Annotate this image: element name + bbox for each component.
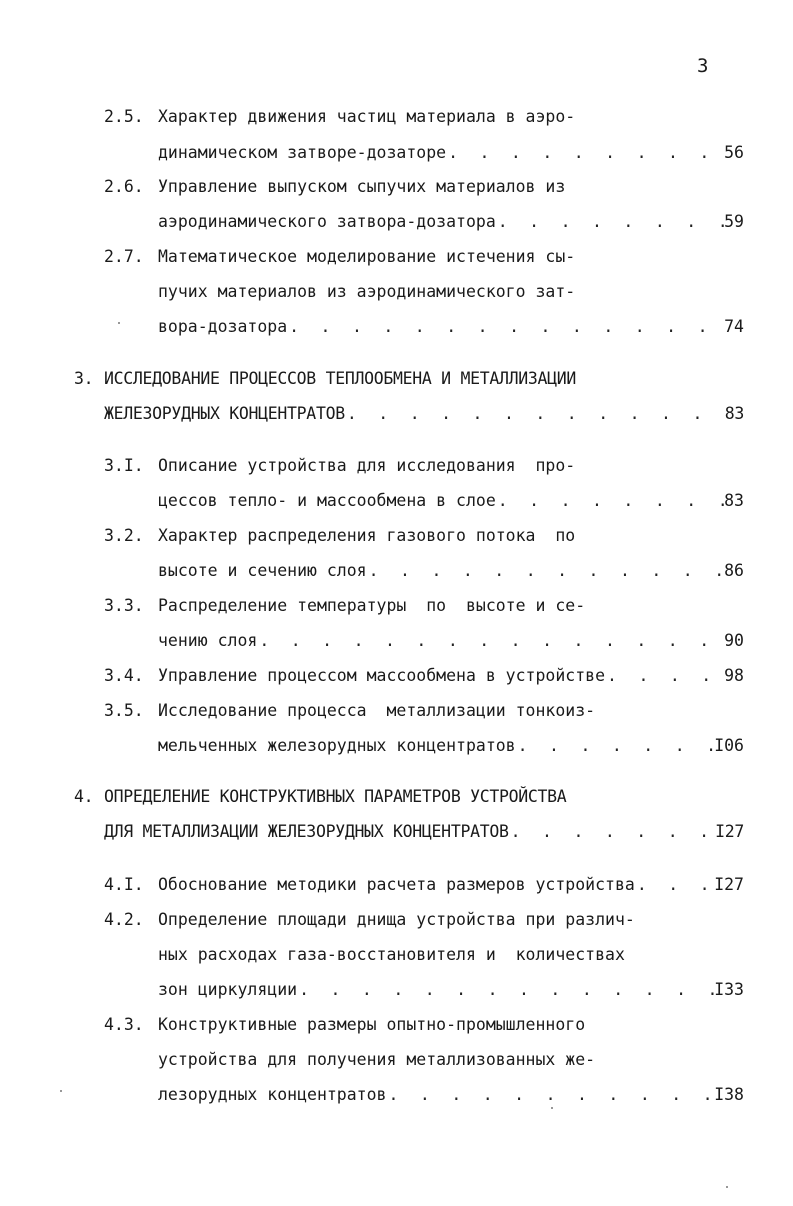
dot-leader bbox=[345, 401, 725, 427]
scan-speck bbox=[60, 1090, 62, 1092]
toc-entry-page: 56 bbox=[724, 143, 744, 162]
dot-leader bbox=[605, 663, 724, 689]
toc-entry-page: 59 bbox=[724, 212, 744, 231]
toc-chapter-number: 4. bbox=[74, 787, 94, 806]
page-number: 3 bbox=[697, 55, 709, 77]
toc-entry-title-line: мельченных железорудных концентратов bbox=[158, 736, 516, 755]
toc-entry-page: I38 bbox=[714, 1085, 744, 1104]
toc-entry-title-line: цессов тепло- и массообмена в слое bbox=[158, 491, 496, 510]
toc-entry-page: I27 bbox=[715, 822, 744, 841]
scan-speck bbox=[118, 322, 120, 324]
toc-entry-page: 74 bbox=[724, 317, 744, 336]
toc-entry-page: I06 bbox=[714, 736, 744, 755]
dot-leader bbox=[516, 733, 715, 759]
toc-chapter-number: 3. bbox=[74, 369, 94, 388]
toc-entry-leader-line bbox=[158, 558, 744, 584]
toc-entry-leader-line bbox=[158, 872, 744, 898]
dot-leader bbox=[635, 872, 714, 898]
toc-entry-title-line: зон циркуляции bbox=[158, 980, 298, 999]
toc-entry-title-line: Определение площади днища устройства при различ- bbox=[158, 910, 635, 929]
toc-entry-title-line: Управление выпуском сыпучих материалов из bbox=[158, 177, 566, 196]
toc-entry-title-line: Описание устройства для исследования про- bbox=[158, 456, 576, 475]
dot-leader bbox=[496, 488, 724, 514]
toc-entry-leader-line bbox=[158, 733, 744, 759]
dot-leader bbox=[386, 1082, 714, 1108]
toc-entry-number: 3.5. bbox=[104, 701, 144, 720]
toc-entry-title-line: Характер движения частиц материала в аэро- bbox=[158, 107, 576, 126]
toc-entry-leader-line bbox=[158, 209, 744, 235]
dot-leader bbox=[496, 209, 724, 235]
toc-entry-number: 3.3. bbox=[104, 596, 144, 615]
dot-leader bbox=[257, 628, 724, 654]
toc-entry-leader-line bbox=[158, 663, 744, 689]
toc-entry-title-line: Характер распределения газового потока по bbox=[158, 526, 576, 545]
toc-entry-number: 3.4. bbox=[104, 666, 144, 685]
toc-entry-page: 98 bbox=[724, 666, 744, 685]
toc-entry-title-line: Конструктивные размеры опытно-промышленного bbox=[158, 1015, 586, 1034]
toc-chapter-title-line: ЖЕЛЕЗОРУДНЫХ КОНЦЕНТРАТОВ bbox=[104, 404, 345, 423]
toc-entry-title-line: пучих материалов из аэродинамического зат- bbox=[158, 282, 576, 301]
dot-leader bbox=[446, 140, 724, 166]
toc-entry-number: 4.3. bbox=[104, 1015, 144, 1034]
toc-entry-title-line: Исследование процесса металлизации тонкоиз- bbox=[158, 701, 596, 720]
toc-entry-title-line: Обоснование методики расчета размеров устройства bbox=[158, 875, 635, 894]
toc-entry-leader-line bbox=[104, 819, 744, 845]
toc-entry-number: 2.5. bbox=[104, 107, 144, 126]
toc-entry-number: 2.7. bbox=[104, 247, 144, 266]
toc-entry-leader-line bbox=[104, 401, 744, 427]
scan-speck bbox=[726, 1186, 728, 1188]
toc-entry-page: 83 bbox=[724, 404, 744, 423]
scan-speck bbox=[551, 1107, 553, 1109]
toc-entry-page: I27 bbox=[714, 875, 744, 894]
toc-entry-number: 3.2. bbox=[104, 526, 144, 545]
toc-chapter-title-line: ДЛЯ МЕТАЛЛИЗАЦИИ ЖЕЛЕЗОРУДНЫХ КОНЦЕНТРАТОВ bbox=[104, 822, 509, 841]
dot-leader bbox=[509, 819, 715, 845]
toc-entry-title-line: динамическом затворе-дозаторе bbox=[158, 143, 447, 162]
toc-chapter-title-line: ОПРЕДЕЛЕНИЕ КОНСТРУКТИВНЫХ ПАРАМЕТРОВ УСТРОЙСТВА bbox=[104, 787, 567, 806]
toc-entry-leader-line bbox=[158, 1082, 744, 1108]
toc-entry-title-line: устройства для получения металлизованных же- bbox=[158, 1050, 596, 1069]
toc-entry-leader-line bbox=[158, 488, 744, 514]
toc-entry-page: 83 bbox=[724, 491, 744, 510]
dot-leader bbox=[297, 977, 714, 1003]
toc-entry-number: 4.2. bbox=[104, 910, 144, 929]
toc-entry-title-line: высоте и сечению слоя bbox=[158, 561, 367, 580]
dot-leader bbox=[287, 314, 724, 340]
toc-entry-leader-line bbox=[158, 314, 744, 340]
toc-entry-number: 3.I. bbox=[104, 456, 144, 475]
toc-entry-title-line: Управление процессом массообмена в устройстве bbox=[158, 666, 606, 685]
toc-entry-title-line: ных расходах газа-восстановителя и количествах bbox=[158, 945, 625, 964]
dot-leader bbox=[367, 558, 725, 584]
toc-entry-page: 86 bbox=[724, 561, 744, 580]
toc-entry-title-line: чению слоя bbox=[158, 631, 258, 650]
toc-entry-leader-line bbox=[158, 140, 744, 166]
toc-entry-title-line: Распределение температуры по высоте и се- bbox=[158, 596, 586, 615]
toc-entry-page: 90 bbox=[724, 631, 744, 650]
toc-entry-title-line: вора-дозатора bbox=[158, 317, 288, 336]
toc-entry-title-line: лезорудных концентратов bbox=[158, 1085, 387, 1104]
toc-entry-page: I33 bbox=[714, 980, 744, 999]
toc-entry-number: 2.6. bbox=[104, 177, 144, 196]
toc-entry-number: 4.I. bbox=[104, 875, 144, 894]
toc-entry-leader-line bbox=[158, 977, 744, 1003]
toc-entry-title-line: Математическое моделирование истечения сы- bbox=[158, 247, 576, 266]
toc-entry-leader-line bbox=[158, 628, 744, 654]
toc-chapter-title-line: ИССЛЕДОВАНИЕ ПРОЦЕССОВ ТЕПЛООБМЕНА И МЕТАЛЛИЗАЦИИ bbox=[104, 369, 577, 388]
toc-entry-title-line: аэродинамического затвора-дозатора bbox=[158, 212, 496, 231]
